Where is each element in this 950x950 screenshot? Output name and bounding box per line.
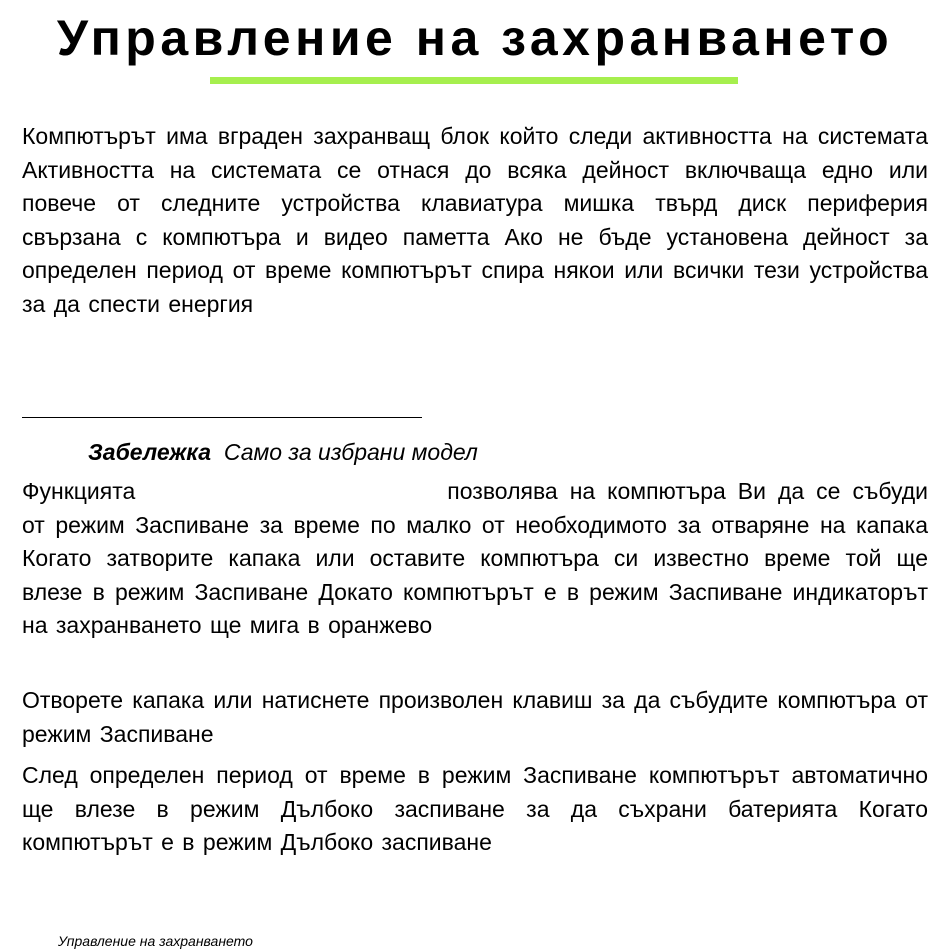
feature-paragraph <box>22 475 928 643</box>
note <box>88 436 478 468</box>
deep-sleep-paragraph: След определен период от време в режим Заспиване компютърът автоматично ще влезе в режим Дълбоко заспиване за да съхрани батерията Когато компютърът е в режим Дълбоко заспиване <box>22 762 928 856</box>
feature-lead: Функцията <box>22 478 136 504</box>
page-title: Управление на захранването <box>56 10 894 66</box>
title-underline <box>210 77 738 84</box>
wake-paragraph: Отворете капака или натиснете произволен клавиш за да събудите компютъра от режим Заспиване <box>22 687 928 747</box>
feature-text: позволява на компютъра Ви да се събуди от режим Заспиване за време по малко от необходимото за отваряне на капака Когато затворите капака или оставите компютъра си известно време той ще влезе в режим Заспиване Докато компютърът е в режим Заспиване индикаторът на захранването ще мига в оранжево <box>22 478 928 639</box>
note-text: Само за избрани модел <box>223 439 478 465</box>
intro-paragraph: Компютърът има вграден захранващ блок който следи активността на системата Активността на системата се отнася до всяка дейност включваща едно или повече от следните устройства клавиатура мишка твърд диск периферия свързана с компютъра и видео паметта Ако не бъде установена дейност за определен период от време компютърът спира някои или всички тези устройства за да спести енергия <box>22 123 928 317</box>
note-label: Забележка <box>88 439 212 465</box>
page-footer: Управление на захранването <box>58 933 253 949</box>
section-divider <box>22 417 422 418</box>
